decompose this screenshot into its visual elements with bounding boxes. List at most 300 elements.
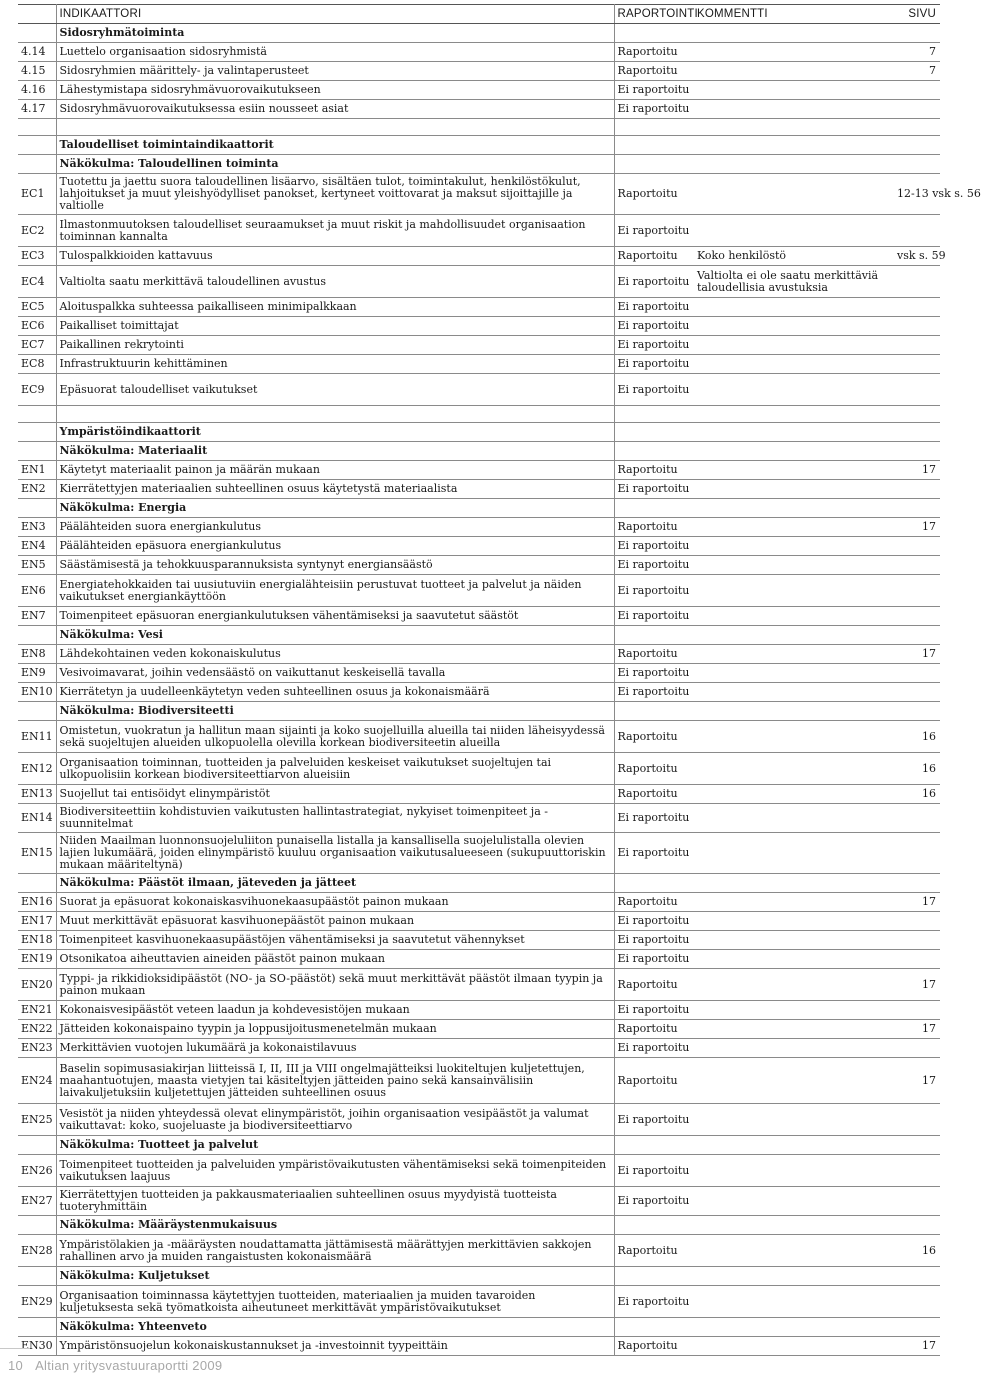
page-reference	[894, 575, 940, 607]
gri-index-table	[18, 4, 981, 1356]
page-reference	[894, 537, 940, 556]
reporting-status: Raportoitu	[614, 1020, 694, 1039]
comment	[694, 702, 894, 721]
indicator-row	[18, 518, 940, 537]
indicator-code: EN7	[18, 607, 56, 626]
page-reference	[894, 683, 940, 702]
indicator-code: EC9	[18, 374, 56, 406]
reporting-status: Ei raportoitu	[614, 683, 694, 702]
indicator-description: Infrastruktuurin kehittäminen	[56, 355, 614, 374]
indicator-row	[18, 950, 940, 969]
indicator-row	[18, 266, 940, 298]
reporting-status: Ei raportoitu	[614, 336, 694, 355]
indicator-row	[18, 461, 940, 480]
reporting-status: Ei raportoitu	[614, 298, 694, 317]
comment	[694, 626, 894, 645]
reporting-status	[614, 1318, 694, 1337]
header-code-cell	[18, 5, 56, 24]
indicator-code	[18, 499, 56, 518]
page-reference: 16	[894, 753, 940, 785]
section-heading: Näkökulma: Taloudellinen toiminta	[56, 155, 614, 174]
reporting-status: Raportoitu	[614, 753, 694, 785]
reporting-status: Raportoitu	[614, 1058, 694, 1104]
reporting-status	[614, 423, 694, 442]
comment	[694, 1235, 894, 1267]
indicator-row	[18, 683, 940, 702]
comment	[694, 664, 894, 683]
indicator-description: Vesivoimavarat, joihin vedensäästö on vaikuttanut keskeisellä tavalla	[56, 664, 614, 683]
reporting-status: Raportoitu	[614, 62, 694, 81]
indicator-code: EN14	[18, 804, 56, 833]
page-reference	[894, 1001, 940, 1020]
reporting-status: Ei raportoitu	[614, 931, 694, 950]
reporting-status	[614, 1216, 694, 1235]
comment	[694, 804, 894, 833]
page-reference	[894, 950, 940, 969]
indicator-code: EN6	[18, 575, 56, 607]
page-reference	[894, 442, 940, 461]
reporting-status: Raportoitu	[614, 721, 694, 753]
indicator-code: EN29	[18, 1286, 56, 1318]
indicator-code: EC1	[18, 174, 56, 215]
indicator-description: Paikallinen rekrytointi	[56, 336, 614, 355]
indicator-code: EN15	[18, 833, 56, 874]
reporting-status: Ei raportoitu	[614, 607, 694, 626]
comment	[694, 1104, 894, 1136]
indicator-code: EN19	[18, 950, 56, 969]
indicator-row	[18, 480, 940, 499]
page-reference	[894, 266, 940, 298]
reporting-status	[614, 874, 694, 893]
indicator-row	[18, 804, 940, 833]
indicator-code	[18, 1267, 56, 1286]
indicator-code: EN22	[18, 1020, 56, 1039]
comment	[694, 556, 894, 575]
indicator-code: EN28	[18, 1235, 56, 1267]
indicator-row	[18, 298, 940, 317]
indicator-row	[18, 1020, 940, 1039]
comment	[694, 833, 894, 874]
indicator-row	[18, 374, 940, 406]
indicator-code: EC6	[18, 317, 56, 336]
section-heading-row	[18, 1216, 940, 1235]
comment	[694, 1020, 894, 1039]
page-footer	[8, 1358, 234, 1373]
indicator-code: EN20	[18, 969, 56, 1001]
page-reference	[894, 626, 940, 645]
indicator-row	[18, 81, 940, 100]
indicator-description: Säästämisestä ja tehokkuusparannuksista syntynyt energiansäästö	[56, 556, 614, 575]
page-number: 10	[8, 1358, 24, 1373]
comment	[694, 62, 894, 81]
comment	[694, 374, 894, 406]
comment	[694, 43, 894, 62]
page-reference	[894, 136, 940, 155]
page-reference	[894, 298, 940, 317]
page-reference	[894, 336, 940, 355]
reporting-status: Ei raportoitu	[614, 215, 694, 247]
reporting-status	[614, 155, 694, 174]
section-heading: Näkökulma: Biodiversiteetti	[56, 702, 614, 721]
reporting-status	[614, 1267, 694, 1286]
section-heading-row	[18, 442, 940, 461]
indicator-row	[18, 1155, 940, 1187]
indicator-row	[18, 893, 940, 912]
indicator-description: Paikalliset toimittajat	[56, 317, 614, 336]
indicator-description: Vesistöt ja niiden yhteydessä olevat elinympäristöt, joihin organisaation vesipäästöt ja valumat vaikuttavat: koko, suojeluaste ja biodiversiteettiarvo	[56, 1104, 614, 1136]
indicator-row	[18, 336, 940, 355]
comment	[694, 721, 894, 753]
page-reference	[894, 804, 940, 833]
comment	[694, 136, 894, 155]
page-reference	[894, 556, 940, 575]
comment	[694, 336, 894, 355]
page-reference	[894, 1104, 940, 1136]
indicator-code: EN3	[18, 518, 56, 537]
indicator-code: 4.17	[18, 100, 56, 119]
reporting-status	[614, 702, 694, 721]
comment	[694, 1058, 894, 1104]
indicator-row	[18, 1337, 940, 1356]
comment	[694, 1155, 894, 1187]
page-reference	[894, 317, 940, 336]
publication-title: Altian yritysvastuuraportti 2009	[35, 1358, 223, 1373]
table-body	[18, 24, 981, 1356]
reporting-status: Ei raportoitu	[614, 1286, 694, 1318]
comment	[694, 215, 894, 247]
section-heading-row	[18, 1267, 940, 1286]
indicator-code: EN1	[18, 461, 56, 480]
comment	[694, 607, 894, 626]
reporting-status: Raportoitu	[614, 893, 694, 912]
indicator-description: Lähdekohtainen veden kokonaiskulutus	[56, 645, 614, 664]
indicator-row	[18, 537, 940, 556]
spacer-row	[18, 406, 940, 423]
indicator-code	[18, 1216, 56, 1235]
page-reference	[894, 499, 940, 518]
reporting-status: Ei raportoitu	[614, 480, 694, 499]
reporting-status: Ei raportoitu	[614, 537, 694, 556]
reporting-status: Ei raportoitu	[614, 833, 694, 874]
comment: Valtiolta ei ole saatu merkittäviä taloudellisia avustuksia	[694, 266, 894, 298]
header-indikaattori: INDIKAATTORI	[56, 5, 614, 24]
page-reference: 12-13 vsk s. 56	[894, 174, 940, 215]
indicator-row	[18, 174, 940, 215]
comment	[694, 1136, 894, 1155]
page-reference	[894, 1187, 940, 1216]
section-heading: Näkökulma: Tuotteet ja palvelut	[56, 1136, 614, 1155]
comment	[694, 480, 894, 499]
reporting-status: Ei raportoitu	[614, 100, 694, 119]
header-raportointi: RAPORTOINTI	[614, 5, 694, 24]
section-heading-row	[18, 499, 940, 518]
comment	[694, 683, 894, 702]
section-heading-row	[18, 874, 940, 893]
comment	[694, 969, 894, 1001]
reporting-status: Ei raportoitu	[614, 1104, 694, 1136]
indicator-code: 4.15	[18, 62, 56, 81]
section-heading: Näkökulma: Materiaalit	[56, 442, 614, 461]
indicator-description: Suojellut tai entisöidyt elinympäristöt	[56, 785, 614, 804]
comment	[694, 174, 894, 215]
page-reference	[894, 1216, 940, 1235]
indicator-description: Otsonikatoa aiheuttavien aineiden päästöt painon mukaan	[56, 950, 614, 969]
section-heading-row	[18, 155, 940, 174]
indicator-code	[18, 155, 56, 174]
section-heading: Näkökulma: Kuljetukset	[56, 1267, 614, 1286]
page-reference	[894, 1136, 940, 1155]
reporting-status: Raportoitu	[614, 247, 694, 266]
indicator-row	[18, 317, 940, 336]
indicator-description: Organisaation toiminnan, tuotteiden ja palveluiden keskeiset vaikutukset suojeltujen tai ulkopuolisiin korkean biodiversiteettiarvon alueisiin	[56, 753, 614, 785]
indicator-code: EC4	[18, 266, 56, 298]
indicator-code	[18, 874, 56, 893]
reporting-status: Raportoitu	[614, 43, 694, 62]
indicator-code: EN4	[18, 537, 56, 556]
reporting-status: Raportoitu	[614, 461, 694, 480]
reporting-status	[614, 24, 694, 43]
indicator-description: Kierrätettyjen tuotteiden ja pakkausmateriaalien suhteellinen osuus myydyistä tuotteista tuoteryhmittäin	[56, 1187, 614, 1216]
indicator-code: EC3	[18, 247, 56, 266]
header-kommentti: KOMMENTTI	[694, 5, 894, 24]
page-reference	[894, 1286, 940, 1318]
comment	[694, 24, 894, 43]
comment	[694, 499, 894, 518]
indicator-code	[18, 1136, 56, 1155]
section-heading: Taloudelliset toimintaindikaattorit	[56, 136, 614, 155]
page-reference	[894, 1318, 940, 1337]
indicator-code: EN16	[18, 893, 56, 912]
page-reference: 16	[894, 785, 940, 804]
comment	[694, 1187, 894, 1216]
section-heading-row	[18, 1318, 940, 1337]
indicator-description: Biodiversiteettiin kohdistuvien vaikutusten hallintastrategiat, nykyiset toimenpiteet ja -suunnitelmat	[56, 804, 614, 833]
reporting-status: Raportoitu	[614, 518, 694, 537]
footer-rule	[0, 1348, 30, 1349]
comment: Koko henkilöstö	[694, 247, 894, 266]
reporting-status: Ei raportoitu	[614, 1001, 694, 1020]
indicator-code: 4.16	[18, 81, 56, 100]
indicator-row	[18, 1187, 940, 1216]
section-heading: Näkökulma: Vesi	[56, 626, 614, 645]
indicator-code: EN9	[18, 664, 56, 683]
indicator-description: Kierrätetyn ja uudelleenkäytetyn veden suhteellinen osuus ja kokonaismäärä	[56, 683, 614, 702]
indicator-code: 4.14	[18, 43, 56, 62]
indicator-description: Ilmastonmuutoksen taloudelliset seuraamukset ja muut riskit ja mahdollisuudet organisaation toiminnan kannalta	[56, 215, 614, 247]
indicator-row	[18, 1001, 940, 1020]
indicator-description: Suorat ja epäsuorat kokonaiskasvihuonekaasupäästöt painon mukaan	[56, 893, 614, 912]
reporting-status	[614, 442, 694, 461]
comment	[694, 1216, 894, 1235]
reporting-status: Ei raportoitu	[614, 355, 694, 374]
indicator-row	[18, 1104, 940, 1136]
comment	[694, 575, 894, 607]
comment	[694, 461, 894, 480]
page-reference: 17	[894, 1020, 940, 1039]
indicator-code	[18, 442, 56, 461]
reporting-status: Ei raportoitu	[614, 81, 694, 100]
indicator-row	[18, 833, 940, 874]
indicator-code: EN25	[18, 1104, 56, 1136]
comment	[694, 912, 894, 931]
indicator-row	[18, 721, 940, 753]
indicator-code: EN27	[18, 1187, 56, 1216]
page-reference	[894, 1155, 940, 1187]
page-reference: 17	[894, 1337, 940, 1356]
page-reference: 17	[894, 645, 940, 664]
header-sivu: SIVU	[894, 5, 940, 24]
indicator-description: Päälähteiden suora energiankulutus	[56, 518, 614, 537]
reporting-status: Ei raportoitu	[614, 804, 694, 833]
reporting-status: Ei raportoitu	[614, 1187, 694, 1216]
section-heading: Näkökulma: Päästöt ilmaan, jäteveden ja jätteet	[56, 874, 614, 893]
page-reference: 17	[894, 893, 940, 912]
indicator-code: EC7	[18, 336, 56, 355]
indicator-description: Toimenpiteet kasvihuonekaasupäästöjen vähentämiseksi ja saavutetut vähennykset	[56, 931, 614, 950]
comment	[694, 931, 894, 950]
indicator-code: EN26	[18, 1155, 56, 1187]
indicator-code	[18, 1318, 56, 1337]
indicator-code: EN2	[18, 480, 56, 499]
comment	[694, 423, 894, 442]
page-reference	[894, 374, 940, 406]
comment	[694, 753, 894, 785]
indicator-code: EN5	[18, 556, 56, 575]
comment	[694, 1267, 894, 1286]
reporting-status: Raportoitu	[614, 1337, 694, 1356]
indicator-description: Tuotettu ja jaettu suora taloudellinen lisäarvo, sisältäen tulot, toimintakulut, henkilöstökulut, lahjoitukset ja muut yleishyödylliset panokset, kertyneet voittovarat ja maksut sijoittajille ja valtiolle	[56, 174, 614, 215]
indicator-row	[18, 912, 940, 931]
reporting-status: Ei raportoitu	[614, 317, 694, 336]
reporting-status: Raportoitu	[614, 1235, 694, 1267]
indicator-description: Kokonaisvesipäästöt veteen laadun ja kohdevesistöjen mukaan	[56, 1001, 614, 1020]
comment	[694, 1039, 894, 1058]
page-reference	[894, 664, 940, 683]
indicator-description: Toimenpiteet tuotteiden ja palveluiden ympäristövaikutusten vähentämiseksi sekä toimenpiteiden vaikutuksen laajuus	[56, 1155, 614, 1187]
page-reference	[894, 702, 940, 721]
reporting-status: Ei raportoitu	[614, 575, 694, 607]
section-heading-row	[18, 136, 940, 155]
indicator-description: Sidosryhmien määrittely- ja valintaperusteet	[56, 62, 614, 81]
section-heading-row	[18, 24, 940, 43]
indicator-description: Merkittävien vuotojen lukumäärä ja kokonaistilavuus	[56, 1039, 614, 1058]
indicator-code: EN23	[18, 1039, 56, 1058]
indicator-row	[18, 931, 940, 950]
section-heading-row	[18, 1136, 940, 1155]
indicator-code	[18, 702, 56, 721]
comment	[694, 1318, 894, 1337]
reporting-status	[614, 626, 694, 645]
indicator-row	[18, 969, 940, 1001]
indicator-row	[18, 1039, 940, 1058]
indicator-code: EN18	[18, 931, 56, 950]
indicator-code: EN24	[18, 1058, 56, 1104]
comment	[694, 1001, 894, 1020]
indicator-description: Päälähteiden epäsuora energiankulutus	[56, 537, 614, 556]
comment	[694, 645, 894, 664]
indicator-code: EN11	[18, 721, 56, 753]
page-reference	[894, 874, 940, 893]
indicator-code: EC5	[18, 298, 56, 317]
indicator-description: Tulospalkkioiden kattavuus	[56, 247, 614, 266]
comment	[694, 950, 894, 969]
indicator-description: Typpi- ja rikkidioksidipäästöt (NO- ja SO-päästöt) sekä muut merkittävät päästöt ilmaan tyypin ja painon mukaan	[56, 969, 614, 1001]
section-heading-row	[18, 423, 940, 442]
reporting-status: Raportoitu	[614, 785, 694, 804]
indicator-description: Luettelo organisaation sidosryhmistä	[56, 43, 614, 62]
comment	[694, 537, 894, 556]
section-heading-row	[18, 626, 940, 645]
indicator-description: Niiden Maailman luonnonsuojeluliiton punaisella listalla ja kansallisella suojelulistalla olevien lajien lukumäärä, joiden elinympäristö kuuluu organisaation vaikutusalueeseen (sukupuuttoriskin mukaan määriteltynä)	[56, 833, 614, 874]
indicator-code: EN8	[18, 645, 56, 664]
page-reference	[894, 912, 940, 931]
section-heading: Sidosryhmätoiminta	[56, 24, 614, 43]
indicator-description: Organisaation toiminnassa käytettyjen tuotteiden, materiaalien ja muiden tavaroiden kuljetuksesta sekä työmatkoista aiheutuneet merkittävät ympäristövaikutukset	[56, 1286, 614, 1318]
indicator-code: EC2	[18, 215, 56, 247]
page-reference: vsk s. 59	[894, 247, 940, 266]
page-reference	[894, 1267, 940, 1286]
page-reference	[894, 81, 940, 100]
reporting-status: Ei raportoitu	[614, 266, 694, 298]
indicator-description: Baselin sopimusasiakirjan liitteissä I, II, III ja VIII ongelmajätteiksi luokiteltujen kuljetettujen, maahantuotujen, maasta vietyjen tai käsiteltyjen jätteiden paino sekä kansainvälisiin laivakuljetuksiin kuljetettujen jätteiden suhteellinen osuus	[56, 1058, 614, 1104]
indicator-row	[18, 785, 940, 804]
indicator-description: Energiatehokkaiden tai uusiutuviin energialähteisiin perustuvat tuotteet ja palvelut ja näiden vaikutukset energiankäyttöön	[56, 575, 614, 607]
gri-index-page	[18, 4, 981, 1356]
indicator-row	[18, 607, 940, 626]
indicator-row	[18, 247, 940, 266]
section-heading-row	[18, 702, 940, 721]
indicator-description: Jätteiden kokonaispaino tyypin ja loppusijoitusmenetelmän mukaan	[56, 1020, 614, 1039]
comment	[694, 1286, 894, 1318]
indicator-row	[18, 62, 940, 81]
page-reference: 16	[894, 1235, 940, 1267]
comment	[694, 81, 894, 100]
indicator-code: EN10	[18, 683, 56, 702]
indicator-code: EN13	[18, 785, 56, 804]
indicator-row	[18, 1286, 940, 1318]
reporting-status: Ei raportoitu	[614, 1155, 694, 1187]
page-reference	[894, 931, 940, 950]
reporting-status	[614, 499, 694, 518]
section-heading: Näkökulma: Määräystenmukaisuus	[56, 1216, 614, 1235]
reporting-status: Raportoitu	[614, 174, 694, 215]
reporting-status: Ei raportoitu	[614, 1039, 694, 1058]
indicator-description: Ympäristölakien ja -määräysten noudattamatta jättämisestä määrättyjen merkittävien sakkojen rahallinen arvo ja muiden rangaistusten kokonaismäärä	[56, 1235, 614, 1267]
indicator-description: Aloituspalkka suhteessa paikalliseen minimipalkkaan	[56, 298, 614, 317]
page-reference	[894, 355, 940, 374]
indicator-code: EC8	[18, 355, 56, 374]
reporting-status: Ei raportoitu	[614, 556, 694, 575]
table-header-row	[18, 5, 940, 24]
page-reference	[894, 423, 940, 442]
indicator-row	[18, 1058, 940, 1104]
indicator-description: Ympäristönsuojelun kokonaiskustannukset ja -investoinnit tyypeittäin	[56, 1337, 614, 1356]
page-reference: 17	[894, 969, 940, 1001]
reporting-status	[614, 1136, 694, 1155]
comment	[694, 785, 894, 804]
page-reference	[894, 24, 940, 43]
section-heading: Näkökulma: Yhteenveto	[56, 1318, 614, 1337]
indicator-row	[18, 1235, 940, 1267]
page-reference	[894, 1039, 940, 1058]
indicator-row	[18, 215, 940, 247]
page-reference: 7	[894, 62, 940, 81]
indicator-row	[18, 664, 940, 683]
indicator-code	[18, 626, 56, 645]
page-reference	[894, 100, 940, 119]
indicator-row	[18, 753, 940, 785]
indicator-description: Epäsuorat taloudelliset vaikutukset	[56, 374, 614, 406]
